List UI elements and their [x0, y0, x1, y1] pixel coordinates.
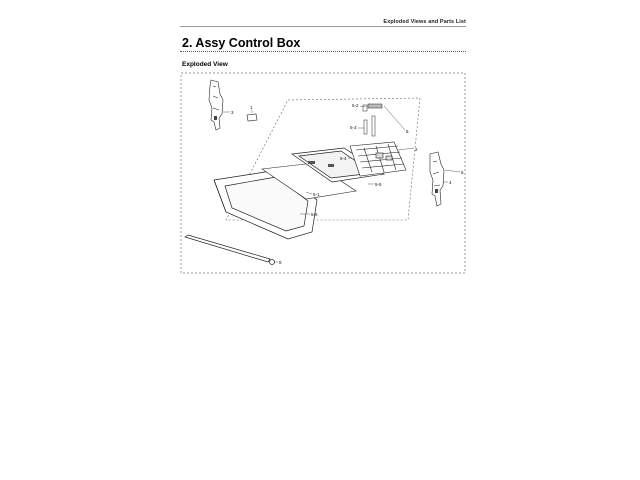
section-subtitle: Exploded View: [182, 61, 228, 68]
header-rule: [180, 26, 466, 27]
callout-label: 5-1: [313, 192, 320, 197]
callout-label: 3: [231, 110, 234, 115]
small-cover-part: [247, 114, 257, 121]
right-end-bracket: [430, 152, 444, 206]
callout-label: 6: [461, 170, 464, 175]
callout-label: 5-2: [352, 103, 359, 108]
section-header: Exploded Views and Parts List: [383, 19, 466, 25]
callout-label: 5: [406, 129, 409, 134]
callout-label: 4: [449, 180, 452, 185]
callout-label: 5-5: [375, 182, 382, 187]
callout-label: 5-4: [340, 156, 347, 161]
title-divider: [180, 51, 466, 52]
rod-part: [185, 235, 275, 265]
exploded-view-diagram: [180, 72, 466, 274]
small-connector-parts: [363, 104, 382, 136]
callout-label: 2: [415, 147, 418, 152]
callout-label: 5-3: [350, 125, 357, 130]
control-board: [350, 142, 406, 176]
callout-label: 8: [279, 260, 282, 265]
callout-label: 5-6: [311, 212, 318, 217]
page-title: 2. Assy Control Box: [182, 36, 301, 50]
callout-label: 1: [250, 105, 253, 110]
left-end-bracket: [209, 80, 223, 130]
